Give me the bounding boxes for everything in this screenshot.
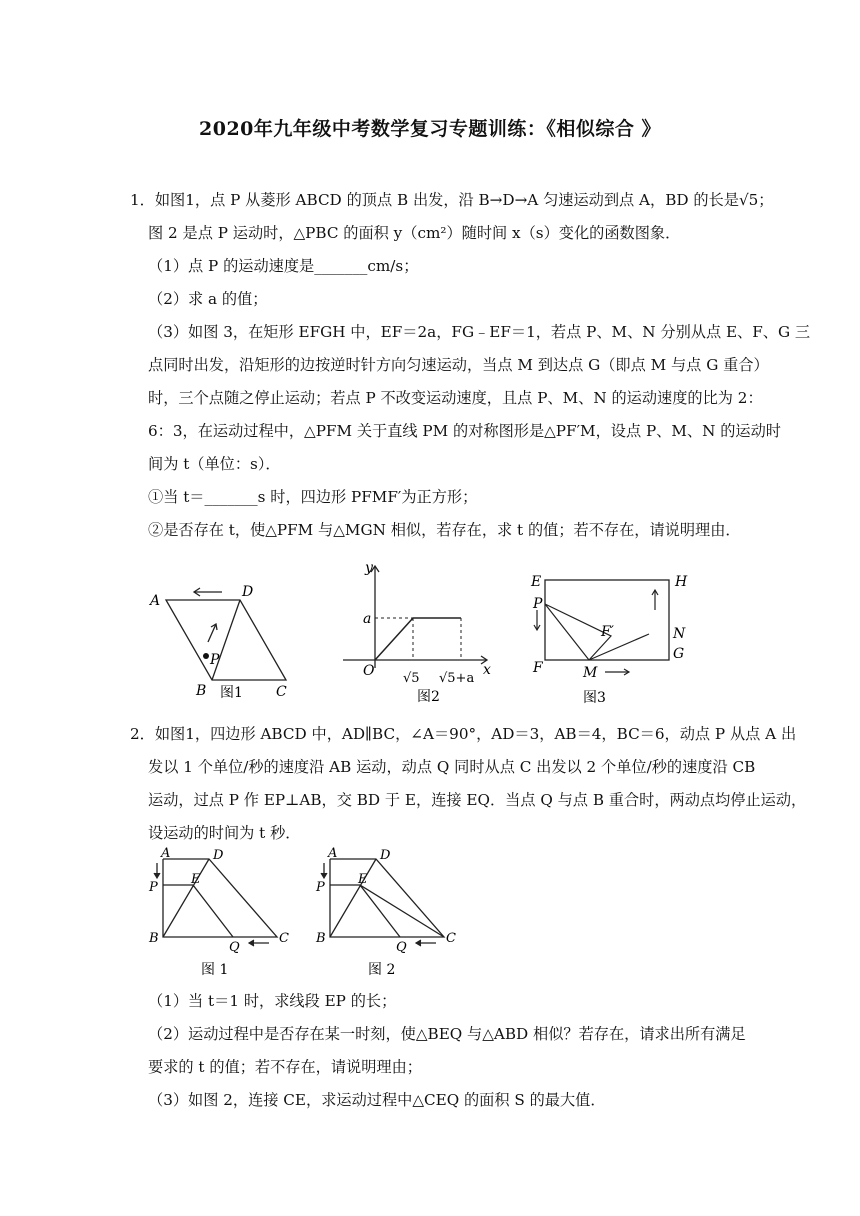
label-g: G: [673, 646, 685, 662]
diagonal-bd: [330, 859, 376, 937]
segment-ec: [360, 885, 444, 937]
rectangle-efgh: [545, 580, 669, 660]
q1-line-2: 图 2 是点 P 运动时，△PBC 的面积 y（cm²）随时间 x（s）变化的函数图象．: [148, 224, 681, 242]
q1-fig1-caption: 图1: [220, 685, 243, 700]
q2-part-3: （3）如图 2，连接 CE，求运动过程中△CEQ 的面积 S 的最大值．: [148, 1091, 606, 1109]
label-x: x: [483, 662, 491, 678]
q2-part-2-line-2: 要求的 t 的值；若不存在，请说明理由；: [148, 1058, 422, 1076]
label-b: B: [316, 931, 326, 946]
q2-line-1: 2．如图1，四边形 ABCD 中，AD∥BC，∠A＝90°，AD＝3，AB＝4，BC＝6，动点 P 从点 A 出: [130, 725, 797, 743]
label-n: N: [673, 626, 686, 642]
label-a: A: [161, 846, 171, 861]
q2-fig1-caption: 图 1: [201, 962, 229, 978]
label-e: E: [531, 574, 542, 590]
label-m: M: [583, 665, 598, 681]
q2-part-1: （1）当 t＝1 时，求线段 EP 的长；: [148, 992, 397, 1010]
label-y: y: [365, 560, 373, 576]
q2-fig2-caption: 图 2: [368, 962, 396, 978]
q2-line-2: 发以 1 个单位/秒的速度沿 AB 运动，动点 Q 同时从点 C 出发以 2 个单位/秒的速度沿 CB: [148, 758, 756, 776]
label-d: D: [213, 848, 224, 863]
segment-eq: [193, 885, 233, 937]
label-p: P: [149, 880, 158, 895]
label-f-prime: F′: [601, 624, 614, 640]
q1-fig3-caption: 图3: [583, 690, 606, 705]
label-a: A: [150, 593, 161, 609]
label-f: F: [533, 660, 543, 676]
label-e: E: [191, 872, 201, 887]
q1-part-3-line-4: 6：3，在运动过程中，△PFM 关于直线 PM 的对称图形是△PF′M，设点 P、M、N 的运动时: [148, 422, 781, 440]
label-b: B: [196, 683, 207, 699]
label-origin: O: [363, 663, 375, 679]
q1-part-3-line-5: 间为 t（单位：s）．: [148, 455, 281, 473]
point-p: [203, 653, 209, 659]
label-p: P: [210, 652, 220, 668]
trapezoid-abcd: [330, 859, 444, 937]
label-q: Q: [396, 940, 407, 955]
tick-root5: √5: [403, 671, 420, 686]
q1-figure-2: [335, 558, 500, 708]
page-title: 2020年九年级中考数学复习专题训练：《相似综合 》: [199, 118, 661, 140]
label-c: C: [279, 931, 289, 946]
q1-sub-2: ②是否存在 t，使△PFM 与△MGN 相似，若存在，求 t 的值；若不存在，请说明理由．: [148, 521, 741, 539]
diagonal-bd: [163, 859, 209, 937]
q1-part-3-line-3: 时，三个点随之停止运动；若点 P 不改变运动速度，且点 P、M、N 的运动速度的比为 2：: [148, 389, 763, 407]
q2-figure-2: [312, 845, 462, 980]
q1-figure-3: [525, 570, 700, 705]
label-c: C: [446, 931, 456, 946]
tick-root5-plus-a: √5+a: [439, 671, 475, 686]
label-p: P: [316, 880, 325, 895]
q1-part-1: （1）点 P 的运动速度是_______cm/s；: [148, 257, 419, 275]
q2-figure-1: [145, 845, 295, 980]
label-b: B: [149, 931, 159, 946]
q1-figure-1: [140, 580, 300, 700]
label-a: A: [328, 846, 338, 861]
label-q: Q: [229, 940, 240, 955]
q2-part-2-line-1: （2）运动过程中是否存在某一时刻，使△BEQ 与△ABD 相似？若存在，请求出所有满足: [148, 1025, 746, 1043]
function-line: [375, 618, 461, 660]
label-a-value: a: [363, 611, 372, 627]
label-c: C: [276, 684, 287, 700]
diagonal-bd: [212, 600, 240, 680]
q1-part-3-line-1: （3）如图 3，在矩形 EFGH 中，EF＝2a，FG﹣EF＝1，若点 P、M、N 分别从点 E、F、G 三: [148, 323, 811, 341]
q2-line-4: 设运动的时间为 t 秒．: [148, 824, 301, 842]
q1-part-3-line-2: 点同时出发，沿矩形的边按逆时针方向匀速运动，当点 M 到达点 G（即点 M 与点 G 重合）: [148, 356, 769, 374]
q2-line-3: 运动，过点 P 作 EP⊥AB，交 BD 于 E，连接 EQ．当点 Q 与点 B 重合时，两动点均停止运动，: [148, 791, 807, 809]
q1-sub-1: ①当 t＝_______s 时，四边形 PFMF′为正方形；: [148, 488, 478, 506]
q1-fig2-caption: 图2: [417, 689, 440, 705]
q1-part-2: （2）求 a 的值；: [148, 290, 268, 308]
label-p: P: [533, 596, 543, 612]
label-d: D: [242, 584, 254, 600]
trapezoid-abcd: [163, 859, 277, 937]
label-h: H: [675, 574, 688, 590]
q1-line-1: 1．如图1，点 P 从菱形 ABCD 的顶点 B 出发，沿 B→D→A 匀速运动到点 A，BD 的长是√5；: [130, 191, 774, 209]
segment-eq: [360, 885, 400, 937]
label-e: E: [358, 872, 368, 887]
label-d: D: [380, 848, 391, 863]
